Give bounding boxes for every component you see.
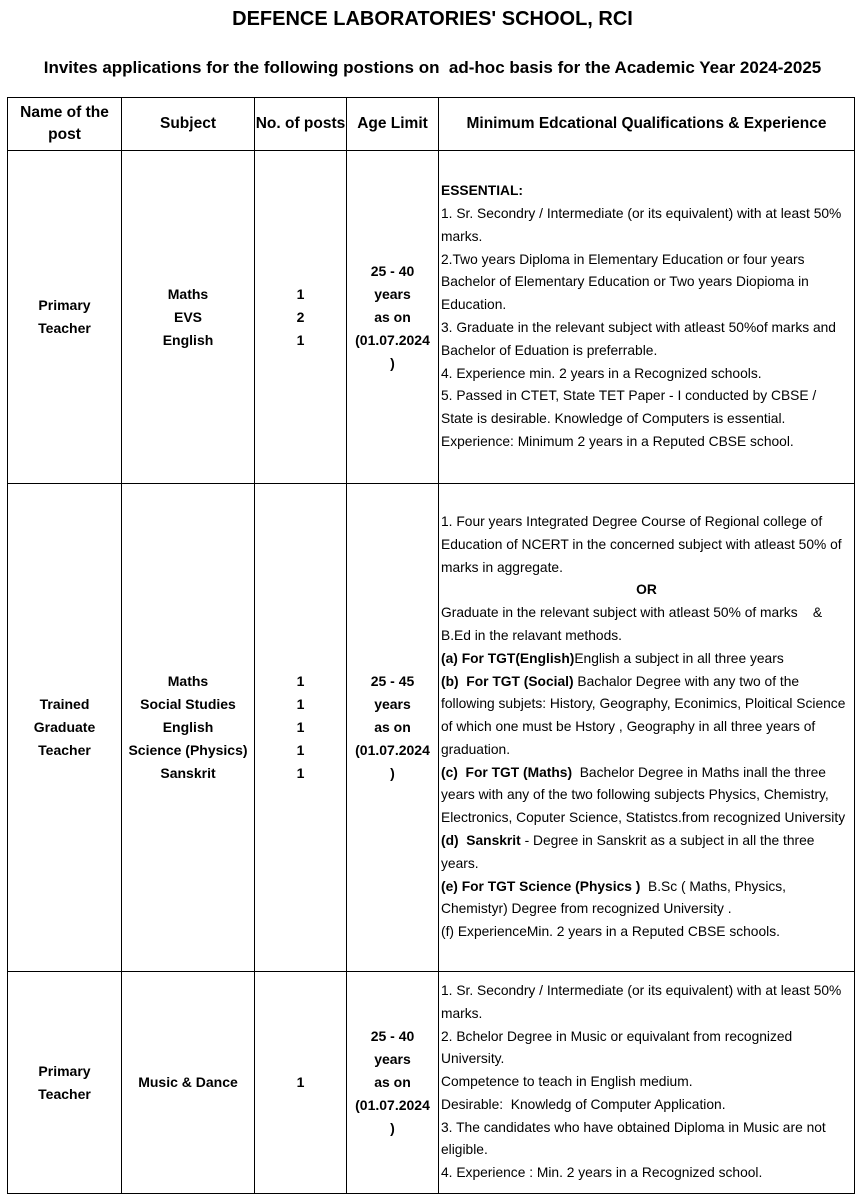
qualification-lead: (d) Sanskrit bbox=[441, 833, 521, 849]
age-limit-line: ) bbox=[390, 354, 395, 371]
qualifications-cell bbox=[439, 484, 855, 972]
notice-subtitle: Invites applications for the following postions on ad-hoc basis for the Academic Year 2024-2025 bbox=[43, 58, 822, 77]
age-limit-line: (01.07.2024 bbox=[355, 1097, 430, 1113]
posts-count: 1 bbox=[296, 742, 305, 758]
posts-count: 1 bbox=[296, 1074, 305, 1090]
qualification-line bbox=[441, 1071, 852, 1094]
post-name-cell bbox=[8, 484, 122, 972]
qualification-line bbox=[441, 431, 852, 454]
qualification-line bbox=[441, 1162, 852, 1185]
post-name-cell bbox=[8, 972, 122, 1194]
age-limit-line: as on bbox=[374, 308, 411, 325]
table-header-row bbox=[8, 98, 855, 151]
header-post: Name of the post bbox=[8, 98, 122, 151]
qualification-text: 4. Experience : Min. 2 years in a Recognized school. bbox=[441, 1165, 763, 1181]
age-limit-line: as on bbox=[374, 1074, 411, 1090]
age-limit-line: 25 - 40 bbox=[370, 1028, 415, 1044]
qualification-line bbox=[441, 830, 852, 876]
age-limit-line: (01.07.2024 bbox=[355, 331, 430, 348]
qualification-line bbox=[441, 648, 852, 671]
posts-count: 1 bbox=[296, 331, 305, 348]
age-limit-line: years bbox=[374, 696, 411, 712]
qualification-lead: (a) For TGT(English) bbox=[441, 650, 575, 666]
qualification-line bbox=[441, 876, 852, 922]
posts-count-cell bbox=[255, 484, 347, 972]
qualifications-cell bbox=[439, 972, 855, 1194]
qualification-line bbox=[441, 602, 852, 648]
subject-name: Maths bbox=[167, 285, 209, 302]
qualification-line bbox=[441, 385, 852, 431]
qualification-text: 5. Passed in CTET, State TET Paper - I conducted by CBSE / State is desirable. Knowledge of Computers is essential. bbox=[441, 388, 821, 427]
age-limit-line: years bbox=[374, 1051, 411, 1067]
qualification-line bbox=[441, 762, 852, 830]
qualification-text: 3. The candidates who have obtained Diploma in Music are not eligible. bbox=[441, 1119, 830, 1158]
qualification-text: Experience: Minimum 2 years in a Reputed CBSE school. bbox=[441, 433, 794, 449]
table-row bbox=[8, 972, 855, 1194]
header-qualifications: Minimum Edcational Qualifications & Experience bbox=[439, 98, 855, 151]
subject-name: Music & Dance bbox=[138, 1074, 238, 1090]
table-row bbox=[8, 484, 855, 972]
posts-count: 1 bbox=[296, 765, 305, 781]
qualification-text: OR bbox=[636, 582, 657, 598]
post-name: Primary Teacher bbox=[38, 297, 91, 336]
subject-cell bbox=[122, 151, 255, 484]
qualification-text: 1. Sr. Secondry / Intermediate (or its equivalent) with at least 50% marks. bbox=[441, 206, 846, 244]
qualification-text: 3. Graduate in the relevant subject with atleast 50%of marks and Bachelor of Eduation is preferrable. bbox=[441, 320, 840, 358]
qualification-line bbox=[441, 511, 852, 579]
subject-cell bbox=[122, 972, 255, 1194]
qualification-text: Graduate in the relevant subject with atleast 50% of marks & B.Ed in the relavant methods. bbox=[441, 605, 826, 643]
post-name: Trained Graduate Teacher bbox=[33, 696, 96, 758]
post-name: Primary Teacher bbox=[38, 1062, 91, 1102]
age-limit-line: as on bbox=[374, 719, 411, 735]
posts-count: 1 bbox=[296, 719, 305, 735]
table-row bbox=[8, 151, 855, 484]
qualification-line bbox=[441, 249, 852, 317]
age-limit-line: ) bbox=[390, 765, 395, 781]
qualification-text: 2. Bchelor Degree in Music or equivalant from recognized University. bbox=[441, 1028, 797, 1067]
subject-name: Maths bbox=[167, 673, 209, 689]
posts-count: 1 bbox=[296, 696, 305, 712]
subject-name: Social Studies bbox=[140, 696, 236, 712]
qualification-text: English a subject in all three years bbox=[574, 650, 784, 666]
subject-cell bbox=[122, 484, 255, 972]
subject-name: English bbox=[162, 719, 214, 735]
qualification-line bbox=[441, 980, 852, 1026]
subject-name: Sanskrit bbox=[160, 765, 216, 781]
qualification-line bbox=[441, 671, 852, 762]
qualification-line bbox=[441, 1026, 852, 1072]
school-title: DEFENCE LABORATORIES' SCHOOL, RCI bbox=[232, 8, 633, 30]
qualification-text: B.Sc ( Maths, Physics, Chemistyr) Degree from recognized University . bbox=[441, 878, 790, 917]
qualification-text: Bachalor Degree with any two of the following subjets: History, Geography, Econimics, Ploitical Science of which one must be Hstory , Geography in all three years of graduation. bbox=[441, 673, 850, 757]
qualification-line bbox=[441, 1117, 852, 1163]
age-limit-line: (01.07.2024 bbox=[355, 742, 430, 758]
qualification-line bbox=[441, 317, 852, 363]
age-limit-cell bbox=[347, 151, 439, 484]
age-limit-line: 25 - 45 bbox=[370, 673, 415, 689]
age-limit-cell bbox=[347, 484, 439, 972]
qualification-text: Bachelor Degree in Maths inall the three years with any of the two following subjects Physics, Chemistry, Electronics, Coputer Science, Statistcs.from recognized University bbox=[441, 764, 846, 826]
header-posts: No. of posts bbox=[255, 98, 347, 151]
posts-count: 2 bbox=[296, 308, 305, 325]
posts-count: 1 bbox=[296, 285, 305, 302]
qualification-text: Desirable: Knowledg of Computer Application. bbox=[441, 1096, 726, 1112]
subject-name: Science (Physics) bbox=[128, 742, 248, 758]
qualification-text: 4. Experience min. 2 years in a Recognized schools. bbox=[441, 365, 762, 381]
qualification-text: 1. Four years Integrated Degree Course of Regional college of Education of NCERT in the concerned subject with atleast 50% of marks in aggregate. bbox=[441, 513, 846, 575]
qualification-line bbox=[441, 579, 852, 602]
age-limit-cell bbox=[347, 972, 439, 1194]
qualifications-cell bbox=[439, 151, 855, 484]
age-limit-line: ) bbox=[390, 1120, 395, 1136]
qualification-text: (f) ExperienceMin. 2 years in a Reputed CBSE schools. bbox=[441, 924, 780, 940]
qualification-text: Competence to teach in English medium. bbox=[441, 1074, 693, 1090]
age-limit-line: years bbox=[374, 285, 411, 302]
subject-name: English bbox=[162, 331, 214, 348]
qualification-lead: (e) For TGT Science (Physics ) bbox=[441, 878, 641, 894]
qualification-line bbox=[441, 1094, 852, 1117]
post-name-cell bbox=[8, 151, 122, 484]
qualification-text: 1. Sr. Secondry / Intermediate (or its equivalent) with at least 50% marks. bbox=[441, 982, 846, 1021]
qualification-text: ESSENTIAL: bbox=[441, 183, 524, 199]
posts-count-cell bbox=[255, 151, 347, 484]
positions-table bbox=[7, 97, 855, 1194]
qualification-text: - Degree in Sanskrit as a subject in all the three years. bbox=[441, 833, 819, 871]
qualification-line bbox=[441, 180, 852, 203]
header-subject: Subject bbox=[122, 98, 255, 151]
qualification-lead: (b) For TGT (Social) bbox=[441, 673, 574, 689]
qualification-lead: (c) For TGT (Maths) bbox=[441, 764, 573, 780]
qualification-line bbox=[441, 363, 852, 386]
posts-count: 1 bbox=[296, 673, 305, 689]
qualification-text: 2.Two years Diploma in Elementary Education or four years Bachelor of Elementary Education or Two years Diopioma in Education. bbox=[441, 251, 813, 313]
posts-count-cell bbox=[255, 972, 347, 1194]
qualification-line bbox=[441, 921, 852, 944]
age-limit-line: 25 - 40 bbox=[370, 262, 415, 279]
qualification-line bbox=[441, 203, 852, 249]
header-age: Age Limit bbox=[347, 98, 439, 151]
subject-name: EVS bbox=[173, 308, 202, 325]
